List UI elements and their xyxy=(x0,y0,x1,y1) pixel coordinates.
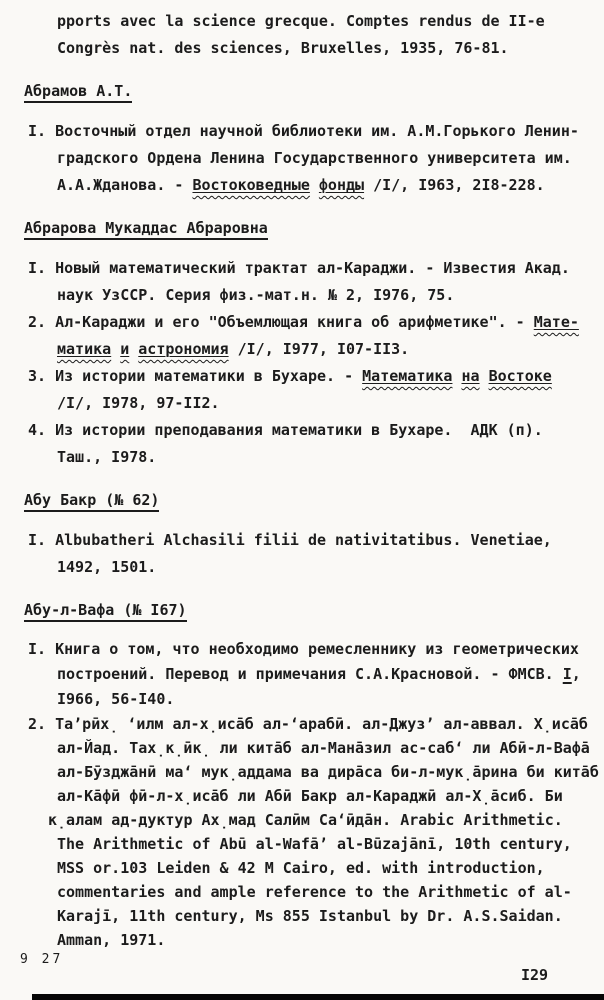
entry-line: 1492, 1501. xyxy=(57,558,157,576)
section-heading-text: Абрарова Мукаддас Абраровна xyxy=(24,219,268,240)
entry-line: I. Книга о том, что необходимо ремесленнику из геометрических xyxy=(28,640,579,658)
section-heading xyxy=(24,215,604,242)
page-number: I29 xyxy=(521,966,549,984)
entry-line: построений. Перевод и примечания С.А.Красновой. - ФМСВ. I, xyxy=(57,665,581,683)
entry-line: ал-Бӯзджа̄нӣ ма‘ мук̣аддама ва дира̄са би-л-мук̣а̄рина би кита̄б xyxy=(57,763,599,781)
section-abramov xyxy=(0,78,604,199)
bibliography-entry xyxy=(0,527,604,581)
section-heading-text: Абу-л-Вафа (№ I67) xyxy=(24,601,187,622)
bibliography-entry xyxy=(0,309,604,363)
scan-edge-bottom xyxy=(32,994,604,1000)
bibliography-entry xyxy=(0,255,604,309)
entry-line: commentaries and ample reference to the Arithmetic of al- xyxy=(57,883,572,901)
entry-line: /I/, I978, 97-II2. xyxy=(57,394,220,412)
entry-line: ал-Йад. Тах̣к̣ӣк̣ ли кита̄б ал-Мана̄зил ас-саб‘ ли Абӣ-л-Вафа̄ xyxy=(57,739,590,757)
entry-line: Таш., I978. xyxy=(57,448,157,466)
bibliography-entry xyxy=(0,118,604,199)
entry-line: MSS or.103 Leiden & 42 M Cairo, ed. with introduction, xyxy=(57,859,545,877)
bibliography-entry xyxy=(0,417,604,471)
section-abu-bakr xyxy=(0,487,604,581)
footer-note: 9 27 xyxy=(20,952,64,967)
entry-line: The Arithmetic of Abū al-Wafā’ al-Būzajānī, 10th century, xyxy=(57,835,572,853)
entry-line: 2. Ал-Караджи и его "Объемлющая книга об арифметике". - Мате- xyxy=(28,313,579,331)
entry-line: А.А.Жданова. - Востоковедные фонды /I/, I963, 2I8-228. xyxy=(57,176,545,194)
entry-line: градского Ордена Ленина Государственного университета им. xyxy=(57,149,572,167)
section-heading-text: Абу Бакр (№ 62) xyxy=(24,491,159,512)
entry-line: ал-Ка̄фӣ фӣ-л-х̣иса̄б ли Абӣ Бакр ал-Караджӣ ал-Х̣а̄сиб. Би xyxy=(57,787,563,805)
entry-line: I. Новый математический трактат ал-Караджи. - Известия Акад. xyxy=(28,259,570,277)
entry-line: Karajī, 11th century, Ms 855 Istanbul by Dr. A.S.Saidan. xyxy=(57,907,563,925)
entry-line: наук УзССР. Серия физ.-мат.н. № 2, I976, 75. xyxy=(57,286,455,304)
entry-line: 2. Та’рӣх̣ ‘илм ал-х̣иса̄б ал-‘арабӣ. ал-Джуз’ ал-аввал. Х̣иса̄б xyxy=(28,715,588,733)
section-heading-text: Абрамов А.Т. xyxy=(24,82,132,103)
entry-line: 3. Из истории математики в Бухаре. - Математика на Востоке xyxy=(28,367,552,385)
entry-line: 4. Из истории преподавания математики в Бухаре. АДК (п). xyxy=(28,421,543,439)
entry-line: к̣алам ад-дуктур Ах̣мад Салӣм Са‘ӣда̄н. Arabic Arithmetic. xyxy=(48,811,563,829)
entry-line: матика и астрономия /I/, I977, I07-II3. xyxy=(57,340,410,358)
section-abu-l-vafa xyxy=(0,597,604,952)
section-heading xyxy=(24,597,604,624)
section-heading xyxy=(24,78,604,105)
continuation-line: pports avec la science grecque. Comptes rendus de II-e xyxy=(57,12,545,30)
entry-line: I. Восточный отдел научной библиотеки им. А.М.Горького Ленин- xyxy=(28,122,579,140)
continuation-block xyxy=(0,0,604,62)
section-abrarova xyxy=(0,215,604,471)
continuation-line: Congrès nat. des sciences, Bruxelles, 1935, 76-81. xyxy=(57,39,509,57)
entry-line: I966, 56-I40. xyxy=(57,690,175,708)
entry-line: Amman, 1971. xyxy=(57,931,166,949)
bibliography-entry xyxy=(0,712,604,952)
bibliography-entry xyxy=(0,363,604,417)
section-heading xyxy=(24,487,604,514)
bibliography-entry xyxy=(0,637,604,712)
entry-line: I. Albubatheri Alchasili filii de nativitatibus. Venetiae, xyxy=(28,531,552,549)
